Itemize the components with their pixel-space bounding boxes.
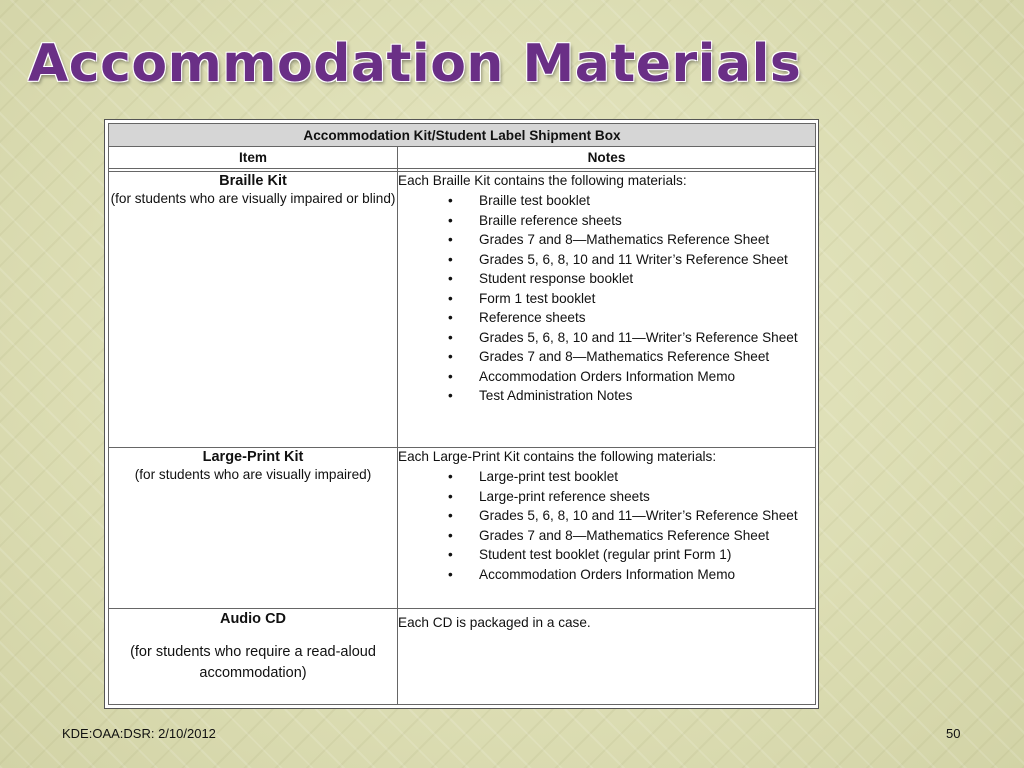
bullet-icon: •	[448, 329, 453, 345]
list-item	[398, 507, 815, 525]
list-item	[398, 387, 815, 405]
list-item	[398, 566, 815, 584]
list-item	[398, 348, 815, 366]
bullet-icon: •	[448, 547, 453, 562]
bullet-icon: •	[448, 488, 453, 504]
spacer	[109, 630, 397, 642]
item-description: (for students who are visually impaired)	[134, 467, 372, 482]
list-item	[398, 329, 815, 347]
bullet-icon: •	[448, 469, 453, 484]
accommodation-kit-table	[108, 123, 816, 705]
notes-intro: Each Braille Kit contains the following materials:	[398, 173, 687, 188]
material-label: Grades 7 and 8—Mathematics Reference Sheet	[479, 349, 770, 364]
material-label: Student test booklet (regular print Form 1)	[479, 547, 732, 562]
bullet-icon: •	[448, 508, 453, 523]
bullet-icon: •	[448, 566, 453, 582]
list-item	[398, 251, 815, 269]
materials-list	[398, 192, 815, 405]
material-label: Student response booklet	[479, 271, 634, 286]
bullet-icon: •	[448, 349, 453, 364]
material-label: Form 1 test booklet	[479, 290, 596, 306]
list-item	[398, 212, 815, 230]
notes-cell	[398, 172, 816, 448]
bullet-icon: •	[448, 290, 453, 306]
notes-intro: Each CD is packaged in a case.	[398, 615, 591, 630]
bullet-icon: •	[448, 251, 453, 267]
item-name: Audio CD	[219, 611, 287, 627]
bullet-icon: •	[448, 232, 453, 247]
item-cell	[109, 448, 398, 609]
table-frame	[104, 119, 819, 709]
notes-intro: Each Large-Print Kit contains the following materials:	[398, 449, 717, 464]
bullet-icon: •	[448, 212, 453, 228]
notes-cell	[398, 448, 816, 609]
column-header-notes: Notes	[398, 147, 816, 169]
bullet-icon: •	[448, 388, 453, 403]
material-label: Accommodation Orders Information Memo	[479, 566, 736, 582]
slide-title: Accommodation Materials	[28, 34, 802, 94]
item-name: Large-Print Kit	[202, 449, 304, 465]
material-label: Reference sheets	[479, 310, 586, 325]
material-label: Grades 5, 6, 8, 10 and 11 Writer’s Reference Sheet	[479, 251, 788, 267]
table-header-row	[109, 147, 816, 169]
bullet-icon: •	[448, 193, 453, 208]
page-number: 50	[946, 726, 961, 741]
list-item	[398, 468, 815, 486]
table-row	[109, 172, 816, 448]
material-label: Braille reference sheets	[479, 212, 622, 228]
bullet-icon: •	[448, 310, 453, 325]
material-label: Accommodation Orders Information Memo	[479, 368, 736, 384]
material-label: Braille test booklet	[479, 193, 591, 208]
notes-cell	[398, 609, 816, 705]
list-item	[398, 231, 815, 249]
item-cell	[109, 172, 398, 448]
footer-date-code: KDE:OAA:DSR: 2/10/2012	[62, 726, 216, 741]
list-item	[398, 546, 815, 564]
material-label: Grades 5, 6, 8, 10 and 11—Writer’s Reference Sheet	[479, 329, 798, 345]
table-caption: Accommodation Kit/Student Label Shipment Box	[109, 124, 816, 147]
list-item	[398, 270, 815, 288]
material-label: Grades 7 and 8—Mathematics Reference Sheet	[479, 232, 770, 247]
item-description: (for students who are visually impaired or blind)	[110, 191, 396, 206]
materials-list	[398, 468, 815, 583]
material-label: Test Administration Notes	[479, 388, 633, 403]
table-caption-row	[109, 124, 816, 147]
list-item	[398, 368, 815, 386]
column-header-item: Item	[109, 147, 398, 169]
material-label: Large-print test booklet	[479, 469, 619, 484]
material-label: Grades 5, 6, 8, 10 and 11—Writer’s Reference Sheet	[479, 508, 798, 523]
bullet-icon: •	[448, 368, 453, 384]
item-cell	[109, 609, 398, 705]
list-item	[398, 527, 815, 545]
bullet-icon: •	[448, 271, 453, 286]
material-label: Large-print reference sheets	[479, 488, 650, 504]
item-name: Braille Kit	[219, 173, 287, 189]
item-description: (for students who require a read-aloud accommodation)	[130, 644, 376, 681]
list-item	[398, 192, 815, 210]
list-item	[398, 488, 815, 506]
bullet-icon: •	[448, 527, 453, 543]
list-item	[398, 309, 815, 327]
list-item	[398, 290, 815, 308]
material-label: Grades 7 and 8—Mathematics Reference Sheet	[479, 527, 770, 543]
table-row	[109, 609, 816, 705]
table-row	[109, 448, 816, 609]
